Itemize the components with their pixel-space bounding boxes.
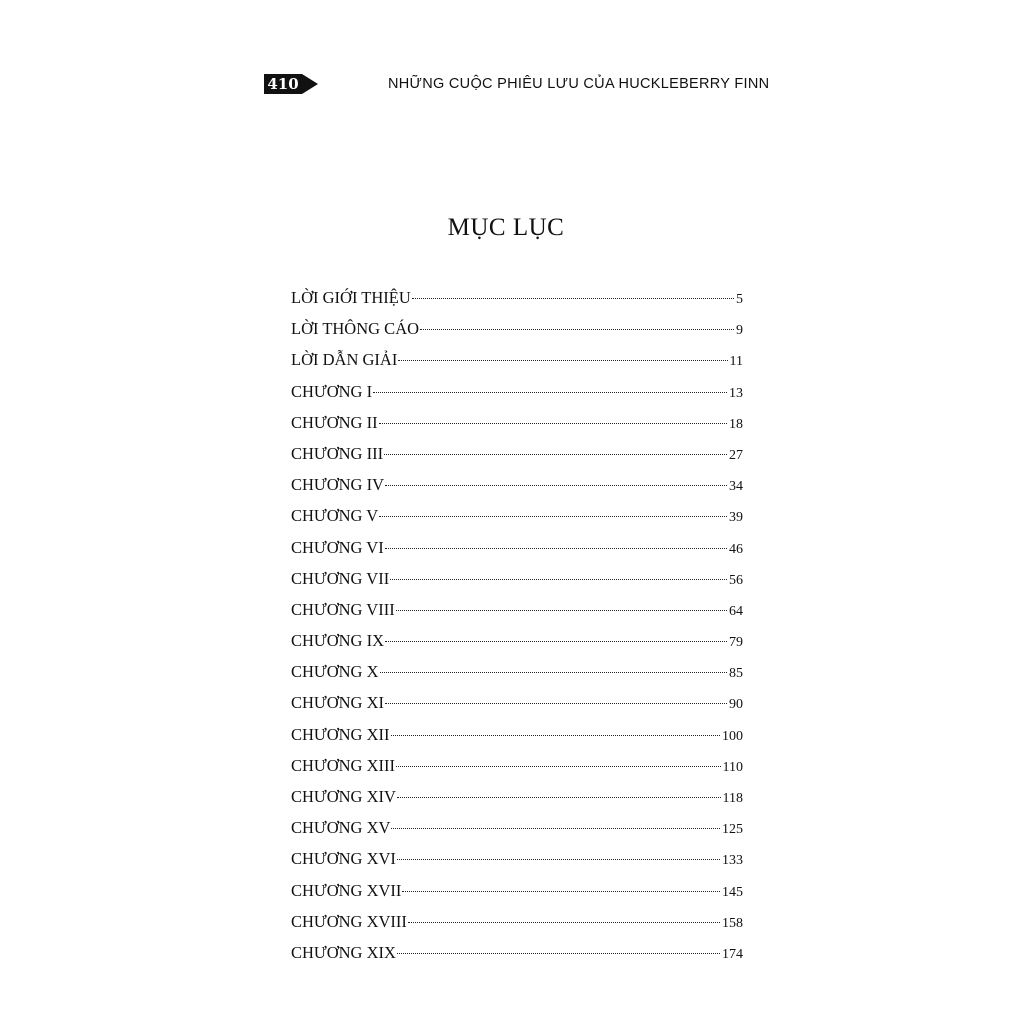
toc-entry-page: 11	[729, 354, 743, 370]
toc-entry-page: 5	[736, 292, 743, 307]
toc-entry-label: CHƯƠNG IV	[291, 475, 385, 495]
toc-entry-page: 46	[729, 541, 743, 557]
toc-entry-label: CHƯƠNG X	[291, 662, 379, 682]
toc-title: MỤC LỤC	[447, 214, 565, 241]
toc-entry-page: 90	[729, 697, 743, 713]
toc-entry	[291, 438, 743, 469]
toc-entry	[291, 875, 743, 906]
toc-entry-page: 18	[729, 416, 743, 432]
toc-entry-label: CHƯƠNG XVI	[291, 849, 396, 869]
toc-entry-page: 9	[736, 323, 743, 339]
toc-dot-leader	[397, 859, 720, 860]
toc-entry-page: 56	[729, 572, 743, 588]
toc-entry-label: CHƯƠNG XII	[291, 724, 390, 744]
toc-dot-leader	[379, 423, 727, 424]
toc-dot-leader	[385, 703, 727, 704]
toc-entry-page: 118	[722, 791, 743, 806]
toc-entry-page: 64	[729, 603, 743, 619]
toc-entry-label: CHƯƠNG VIII	[291, 599, 395, 619]
toc-entry	[291, 563, 743, 594]
toc-list	[291, 282, 743, 968]
toc-entry-label: CHƯƠNG XVIII	[291, 911, 407, 931]
toc-dot-leader	[385, 548, 727, 549]
toc-entry-page: 145	[722, 884, 743, 900]
toc-dot-leader	[385, 641, 727, 642]
toc-entry	[291, 843, 743, 874]
toc-entry	[291, 376, 743, 407]
toc-dot-leader	[408, 922, 720, 923]
toc-dot-leader	[391, 735, 720, 736]
toc-entry-label: CHƯƠNG I	[291, 381, 373, 401]
toc-entry-label: CHƯƠNG XVII	[291, 880, 402, 900]
toc-entry	[291, 625, 743, 656]
toc-entry	[291, 750, 743, 781]
toc-entry-label: CHƯƠNG VII	[291, 568, 390, 588]
toc-dot-leader	[379, 516, 727, 517]
page-number-arrow-icon	[302, 74, 318, 94]
toc-entry-label: LỜI GIỚI THIỆU	[291, 288, 411, 307]
toc-dot-leader	[396, 766, 721, 767]
toc-dot-leader	[420, 329, 734, 330]
toc-dot-leader	[384, 454, 727, 455]
toc-entry-page: 39	[729, 510, 743, 526]
toc-entry-label: LỜI THÔNG CÁO	[291, 319, 420, 339]
toc-dot-leader	[391, 828, 720, 829]
toc-entry	[291, 687, 743, 718]
toc-entry	[291, 937, 743, 968]
toc-entry-label: CHƯƠNG XIII	[291, 755, 395, 775]
toc-entry-label: CHƯƠNG III	[291, 443, 384, 463]
toc-entry	[291, 500, 743, 531]
toc-dot-leader	[412, 298, 734, 299]
toc-entry	[291, 656, 743, 687]
toc-entry-page: 174	[722, 946, 743, 962]
toc-entry-page: 34	[729, 479, 743, 495]
toc-entry	[291, 469, 743, 500]
toc-entry	[291, 594, 743, 625]
page-header	[264, 72, 770, 96]
toc-entry	[291, 812, 743, 843]
toc-dot-leader	[402, 891, 720, 892]
toc-dot-leader	[397, 953, 720, 954]
toc-entry-page: 27	[729, 447, 743, 463]
toc-entry-label: CHƯƠNG II	[291, 412, 378, 432]
running-title: NHỮNG CUỘC PHIÊU LƯU CỦA HUCKLEBERRY FINN	[388, 76, 770, 92]
toc-entry-label: CHƯƠNG VI	[291, 537, 384, 557]
toc-entry-page: 13	[729, 385, 743, 401]
toc-entry-label: CHƯƠNG XV	[291, 818, 391, 838]
toc-dot-leader	[385, 485, 727, 486]
toc-entry	[291, 407, 743, 438]
toc-entry	[291, 532, 743, 563]
toc-dot-leader	[373, 392, 727, 393]
toc-entry	[291, 719, 743, 750]
page-number-badge: 410	[264, 74, 302, 94]
toc-entry-page: 85	[729, 666, 743, 682]
toc-dot-leader	[398, 360, 727, 361]
toc-entry	[291, 282, 743, 313]
toc-entry	[291, 781, 743, 812]
toc-dot-leader	[397, 797, 721, 798]
toc-entry-page: 125	[722, 822, 743, 838]
toc-dot-leader	[390, 579, 727, 580]
toc-entry-label: CHƯƠNG V	[291, 506, 379, 526]
toc-entry-page: 79	[729, 635, 743, 651]
toc-entry	[291, 344, 743, 375]
toc-entry-label: CHƯƠNG IX	[291, 631, 385, 651]
toc-entry-page: 158	[722, 915, 743, 931]
toc-entry-label: LỜI DẪN GIẢI	[291, 350, 398, 370]
toc-entry-page: 110	[722, 759, 743, 775]
toc-entry-page: 133	[722, 853, 743, 869]
toc-entry-page: 100	[722, 728, 743, 744]
toc-dot-leader	[396, 610, 727, 611]
toc-dot-leader	[380, 672, 727, 673]
toc-entry-label: CHƯƠNG XI	[291, 693, 385, 713]
toc-entry	[291, 906, 743, 937]
toc-entry-label: CHƯƠNG XIX	[291, 942, 396, 962]
toc-entry	[291, 313, 743, 344]
toc-entry-label: CHƯƠNG XIV	[291, 787, 396, 806]
